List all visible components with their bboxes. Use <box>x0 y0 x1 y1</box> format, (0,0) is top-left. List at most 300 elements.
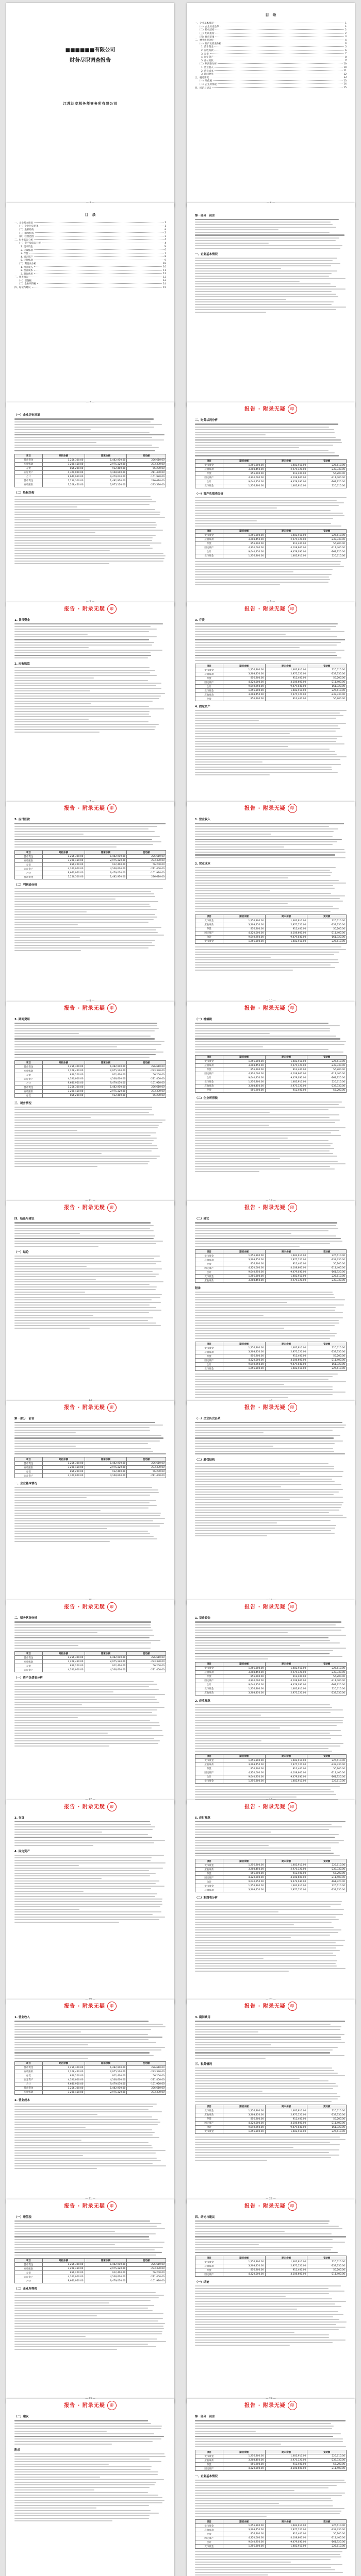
text-line <box>14 636 157 637</box>
toc-entry-label: 一、企业基本情况 <box>14 222 33 225</box>
table-header-cell: 期末余额 <box>265 1250 307 1254</box>
text-line <box>195 2332 294 2333</box>
table-cell: 1,482,910.00 <box>265 1346 307 1350</box>
text-line <box>195 1476 342 1477</box>
toc-leader <box>210 53 344 54</box>
text-line <box>14 836 160 837</box>
toc-entry-label: 三、税务情况 <box>14 276 28 279</box>
text-line <box>14 909 157 910</box>
watermark <box>6 604 174 614</box>
toc-entry[interactable] <box>14 242 166 245</box>
text-line <box>14 1451 153 1452</box>
section-heading: （一）增值税 <box>195 1018 212 1021</box>
text-line <box>195 769 332 770</box>
seal-stamp: 印 <box>288 1802 297 1811</box>
table-row <box>195 2545 347 2549</box>
table-cell: 应收账款 <box>195 467 223 471</box>
text-line <box>195 1235 336 1236</box>
toc-entry[interactable] <box>14 276 166 279</box>
table-cell: 856,200.00 <box>223 2463 265 2467</box>
table-header-cell: 变动额 <box>307 1859 347 1863</box>
table-row <box>15 1081 166 1086</box>
table-cell: 1,256,300.00 <box>223 939 265 943</box>
table-header-cell: 期末余额 <box>85 1652 127 1656</box>
document-page <box>187 1002 355 1206</box>
table-cell: 1,482,910.00 <box>265 2109 307 2113</box>
text-line <box>14 2520 112 2521</box>
table-cell: 1,482,910.00 <box>265 484 307 488</box>
text-line <box>14 1630 153 1631</box>
table-cell: 1,256,300.00 <box>223 1080 265 1084</box>
table-cell: -233,330.00 <box>127 1090 166 1094</box>
text-line <box>14 639 149 640</box>
text-line <box>14 1883 156 1884</box>
text-line <box>14 1274 159 1275</box>
table-row <box>195 467 347 471</box>
table-cell: 合计 <box>15 1081 43 1086</box>
text-line <box>195 1233 291 1234</box>
data-table <box>195 1055 347 1093</box>
table-cell: 2,975,120.00 <box>265 693 307 697</box>
text-line <box>195 2498 331 2499</box>
text-line <box>14 512 160 513</box>
text-line <box>14 2145 152 2146</box>
table-cell: 2,975,120.00 <box>265 537 307 541</box>
toc-entry[interactable] <box>14 259 166 262</box>
watermark-text: 报告 · 附录无疑 <box>64 2203 105 2209</box>
text-line <box>14 2124 158 2125</box>
table-header-cell: 变动额 <box>307 2256 347 2260</box>
text-line <box>195 1052 343 1053</box>
text-line <box>195 520 257 521</box>
toc-entry[interactable] <box>195 22 347 25</box>
text-line <box>195 2301 346 2302</box>
table-cell: 应收账款 <box>15 2070 43 2074</box>
data-table <box>14 454 166 487</box>
text-line <box>195 243 269 244</box>
watermark <box>6 2401 174 2410</box>
table-row <box>195 2113 347 2117</box>
table-cell: 1,256,300.00 <box>223 1275 265 1279</box>
toc-entry[interactable] <box>195 45 347 49</box>
text-line <box>195 1837 335 1838</box>
table-header-cell: 期初余额 <box>223 1250 265 1254</box>
text-line <box>14 2431 107 2432</box>
table-cell: 3,208,450.00 <box>223 1350 265 1354</box>
table-cell: 856,200.00 <box>223 2532 265 2536</box>
toc-entry[interactable] <box>14 231 166 235</box>
text-line <box>195 2055 344 2056</box>
toc-entry[interactable] <box>195 28 347 32</box>
toc-entry[interactable] <box>14 255 166 259</box>
table-cell: -211,400.00 <box>127 2275 166 2279</box>
text-line <box>195 1917 336 1918</box>
text-line <box>195 1292 333 1293</box>
text-line <box>195 852 346 853</box>
text-line <box>195 1715 261 1716</box>
text-line <box>195 751 335 752</box>
document-page <box>187 1401 355 1605</box>
text-line <box>195 1656 342 1657</box>
text-line <box>14 2044 88 2045</box>
text-line <box>14 2433 154 2434</box>
table-row <box>15 859 166 863</box>
table-cell: 2,975,120.00 <box>265 2264 307 2268</box>
text-line <box>195 2431 256 2432</box>
text-line <box>14 1235 155 1236</box>
table-cell: 应收账款 <box>195 1258 223 1262</box>
text-line <box>195 219 339 221</box>
table-cell: 应收账款 <box>15 1660 43 1664</box>
table-cell: 合计 <box>195 1270 223 1275</box>
table-cell: 56,200.00 <box>307 1674 347 1679</box>
table-row <box>15 1069 166 1073</box>
text-line <box>195 2157 331 2158</box>
table-cell: 9,479,030.00 <box>85 2082 127 2086</box>
table-row <box>195 1059 347 1063</box>
table-cell: -161,920.00 <box>127 871 166 875</box>
table-row <box>15 1660 166 1664</box>
text-line <box>195 2083 336 2084</box>
table-cell: 1,256,300.00 <box>223 689 265 693</box>
text-line <box>195 1829 329 1830</box>
table-cell: 912,400.00 <box>265 541 307 546</box>
table-cell: 应收账款 <box>15 859 43 863</box>
table-cell: 1,256,300.00 <box>223 1863 265 1868</box>
toc-entry[interactable] <box>195 52 347 56</box>
text-line <box>195 1955 336 1956</box>
text-line <box>195 2337 329 2338</box>
text-line <box>195 505 339 506</box>
table-row <box>15 2267 166 2271</box>
toc-entry[interactable] <box>14 282 166 286</box>
text-line <box>14 1025 157 1026</box>
text-line <box>14 1707 165 1708</box>
table-header-cell: 期初余额 <box>223 1859 265 1863</box>
text-line <box>14 823 166 824</box>
toc-entry-label: 4. 固定资产 <box>201 56 214 59</box>
text-line <box>14 2518 149 2519</box>
table-cell: 4,108,600.00 <box>265 931 307 935</box>
text-line <box>14 496 151 497</box>
text-line <box>14 693 165 694</box>
text-line <box>14 1686 149 1687</box>
text-line <box>195 1381 346 1382</box>
table-row <box>195 1354 347 1359</box>
text-line <box>195 564 340 565</box>
text-line <box>195 1965 337 1967</box>
seal-stamp: 印 <box>107 1602 117 1612</box>
toc-entry[interactable] <box>14 272 166 276</box>
text-line <box>195 2316 333 2317</box>
text-line <box>195 710 347 711</box>
document-page <box>6 1999 174 2204</box>
text-line <box>195 2288 329 2289</box>
text-line <box>14 1158 157 1159</box>
table-header-cell: 期初余额 <box>223 1342 265 1346</box>
table-cell: 固定资产 <box>15 1077 43 1081</box>
table-cell: 存货 <box>15 1470 43 1474</box>
seal-stamp: 印 <box>107 1203 117 1212</box>
table-cell: 2,975,120.00 <box>265 1279 307 1283</box>
table-row <box>15 466 166 470</box>
table-cell: 固定资产 <box>195 1266 223 1270</box>
section-heading: 二、财务状况分析 <box>14 1617 38 1620</box>
text-line <box>195 872 332 873</box>
text-line <box>195 2236 346 2238</box>
toc-leader <box>37 283 162 284</box>
table-row <box>15 875 166 879</box>
table-cell: 4,108,600.00 <box>265 2121 307 2125</box>
text-line <box>195 2508 344 2509</box>
table-row <box>15 1664 166 1668</box>
toc-entry[interactable] <box>195 69 347 73</box>
table-cell: 货币资金 <box>195 1863 223 1868</box>
text-line <box>14 2049 161 2050</box>
table-cell: 1,482,910.00 <box>265 2129 307 2133</box>
text-line <box>195 1122 335 1123</box>
toc-entry[interactable] <box>195 56 347 59</box>
table-cell: 货币资金 <box>15 875 43 879</box>
text-line <box>195 2342 333 2343</box>
text-line <box>195 513 343 514</box>
text-line <box>195 731 336 732</box>
text-line <box>195 1528 335 1529</box>
toc-entry[interactable] <box>195 62 347 66</box>
toc-entry-page: 12 <box>343 73 347 76</box>
text-line <box>195 1222 337 1224</box>
table-cell: 合计 <box>195 1363 223 1367</box>
table-cell: -233,330.00 <box>307 672 347 676</box>
text-line <box>14 1041 165 1042</box>
text-line <box>195 2500 333 2501</box>
text-line <box>14 1627 151 1628</box>
text-line <box>14 839 152 840</box>
text-line <box>14 844 153 845</box>
table-row <box>195 2463 347 2467</box>
text-line <box>195 1025 340 1026</box>
table-cell: 1,482,910.00 <box>265 1779 307 1783</box>
document-page <box>187 1999 355 2204</box>
table-cell: 9,640,950.00 <box>223 935 265 939</box>
table-cell: 货币资金 <box>195 689 223 693</box>
text-line <box>195 1935 330 1936</box>
table-row <box>15 483 166 487</box>
table-cell: 912,400.00 <box>265 2463 307 2467</box>
text-line <box>195 2147 293 2148</box>
text-line <box>14 1697 155 1698</box>
data-table <box>14 1060 166 1098</box>
text-line <box>195 245 342 246</box>
toc-entry[interactable] <box>195 35 347 39</box>
table-cell: -211,400.00 <box>307 2467 347 2471</box>
text-line <box>195 1953 333 1954</box>
table-row <box>195 480 347 484</box>
table-header-cell: 期初余额 <box>223 1754 265 1758</box>
toc-entry[interactable] <box>195 86 347 90</box>
text-line <box>14 1722 159 1723</box>
document-page <box>187 3 355 207</box>
table-row <box>195 2467 347 2471</box>
toc-entry[interactable] <box>195 79 347 83</box>
table-row <box>195 1670 347 1674</box>
text-line <box>195 2139 346 2140</box>
text-line <box>195 2155 339 2156</box>
section-heading: 四、结论与建议 <box>195 2215 215 2219</box>
table-row <box>195 1674 347 1679</box>
toc-entry[interactable] <box>14 238 166 242</box>
section-heading: 3. 存货 <box>14 1816 24 1820</box>
text-line <box>14 1886 165 1887</box>
table-cell: -233,330.00 <box>127 859 166 863</box>
table-cell: 应收账款 <box>15 2090 43 2094</box>
table-cell: -211,400.00 <box>127 867 166 871</box>
text-line <box>14 729 155 730</box>
text-line <box>14 1117 91 1118</box>
table-cell: 合计 <box>15 871 43 875</box>
text-line <box>14 2127 86 2128</box>
seal-stamp: 印 <box>288 804 297 813</box>
toc-entry-page: 4 <box>345 39 347 42</box>
document-page <box>6 1401 174 1605</box>
table-cell: 存货 <box>15 2074 43 2078</box>
table-row <box>195 1067 347 1072</box>
table-cell: 9,479,030.00 <box>265 1076 307 1080</box>
text-line <box>195 584 280 585</box>
toc-entry[interactable] <box>14 265 166 269</box>
text-line <box>195 1427 344 1428</box>
text-line <box>14 2244 115 2245</box>
text-line <box>14 2489 94 2490</box>
table-row <box>195 672 347 676</box>
text-line <box>14 1292 85 1293</box>
table-cell: 应收账款 <box>195 1279 223 1283</box>
table-cell: -211,400.00 <box>307 2273 347 2277</box>
table-cell: 9,640,950.00 <box>223 2540 265 2545</box>
text-line <box>14 1845 93 1846</box>
data-table <box>195 914 347 944</box>
watermark-text: 报告 · 附录无疑 <box>244 1604 286 1610</box>
toc-entry[interactable] <box>195 73 347 76</box>
toc-entry[interactable] <box>195 49 347 56</box>
text-line <box>14 2479 164 2480</box>
text-line <box>195 1932 338 1933</box>
toc-entry[interactable] <box>14 222 166 225</box>
text-line <box>14 2021 149 2022</box>
text-line <box>195 736 342 737</box>
table-cell: -161,920.00 <box>307 1270 347 1275</box>
toc-entry-label: （三）组织机构 <box>198 32 215 36</box>
text-line <box>195 1125 269 1126</box>
data-table <box>195 529 347 558</box>
text-line <box>14 1312 149 1313</box>
table-row <box>15 1656 166 1660</box>
text-line <box>195 1473 300 1475</box>
document-page <box>187 602 355 806</box>
text-line <box>195 2058 266 2059</box>
text-line <box>14 2223 161 2224</box>
toc-leader <box>34 239 163 240</box>
table-cell: 固定资产 <box>15 1474 43 1478</box>
text-line <box>14 932 158 933</box>
document-page <box>187 2199 355 2403</box>
table-cell: 存货 <box>195 2463 223 2467</box>
table-row <box>15 2086 166 2090</box>
section-heading: 第一部分 前言 <box>195 214 215 217</box>
table-cell: 856,200.00 <box>42 466 85 470</box>
text-line <box>195 1522 277 1523</box>
table-cell: -211,400.00 <box>307 1266 347 1270</box>
toc-entry[interactable] <box>14 248 166 252</box>
text-line <box>14 1054 156 1056</box>
text-line <box>195 227 336 228</box>
table-cell: 3,208,450.00 <box>223 1691 265 1695</box>
table-cell: 4,108,600.00 <box>265 546 307 550</box>
table-row <box>195 1880 347 1884</box>
text-line <box>195 1389 333 1390</box>
text-line <box>14 1135 151 1136</box>
table-cell: 3,208,450.00 <box>223 2459 265 2463</box>
text-line <box>14 1738 154 1739</box>
text-line <box>195 1114 339 1115</box>
toc-entry[interactable] <box>195 39 347 42</box>
text-line <box>14 1709 157 1710</box>
table-cell: 4,108,600.00 <box>85 1474 127 1478</box>
table-cell: 912,400.00 <box>265 1872 307 1876</box>
toc-entry-label: （四）经营范围 <box>18 235 34 239</box>
toc-entry[interactable] <box>14 286 166 290</box>
text-line <box>14 1109 152 1110</box>
table-cell: 1,256,300.00 <box>42 855 85 859</box>
table-cell: 2,975,120.00 <box>265 672 307 676</box>
text-line <box>195 655 337 656</box>
toc-entry-label: （一）资产负债表分析 <box>18 242 41 245</box>
text-line <box>14 1645 78 1646</box>
text-line <box>195 1901 342 1902</box>
text-line <box>14 1302 161 1303</box>
table-cell: 2,975,120.00 <box>265 1888 307 1892</box>
table-cell: 2,975,120.00 <box>265 923 307 927</box>
text-line <box>195 2034 344 2035</box>
text-line <box>14 685 156 686</box>
table-cell: -233,330.00 <box>127 2267 166 2271</box>
document-page <box>187 1600 355 1804</box>
table-cell: 3,208,450.00 <box>223 467 265 471</box>
table-cell: 226,610.00 <box>127 1656 166 1660</box>
table-cell: -233,330.00 <box>307 1258 347 1262</box>
toc-entry[interactable] <box>14 225 166 228</box>
table-cell: 9,479,030.00 <box>265 1880 307 1884</box>
text-line <box>195 2039 341 2040</box>
text-line <box>14 418 154 420</box>
text-line <box>14 1829 153 1830</box>
text-line <box>195 911 331 912</box>
text-line <box>14 2326 163 2327</box>
toc-entry-page: 9 <box>165 259 166 262</box>
table-row <box>15 1094 166 1098</box>
text-line <box>195 1328 284 1329</box>
table-header-cell: 变动额 <box>307 2450 347 2454</box>
text-line <box>14 1632 97 1633</box>
data-table <box>14 850 166 879</box>
table-cell: 2,975,120.00 <box>85 2267 127 2271</box>
text-line <box>195 1422 342 1423</box>
table-cell: 4,320,000.00 <box>42 1668 85 1672</box>
table-row <box>15 2263 166 2267</box>
text-line <box>195 2426 334 2427</box>
table-cell: 2,975,120.00 <box>265 2528 307 2532</box>
text-line <box>195 309 336 310</box>
